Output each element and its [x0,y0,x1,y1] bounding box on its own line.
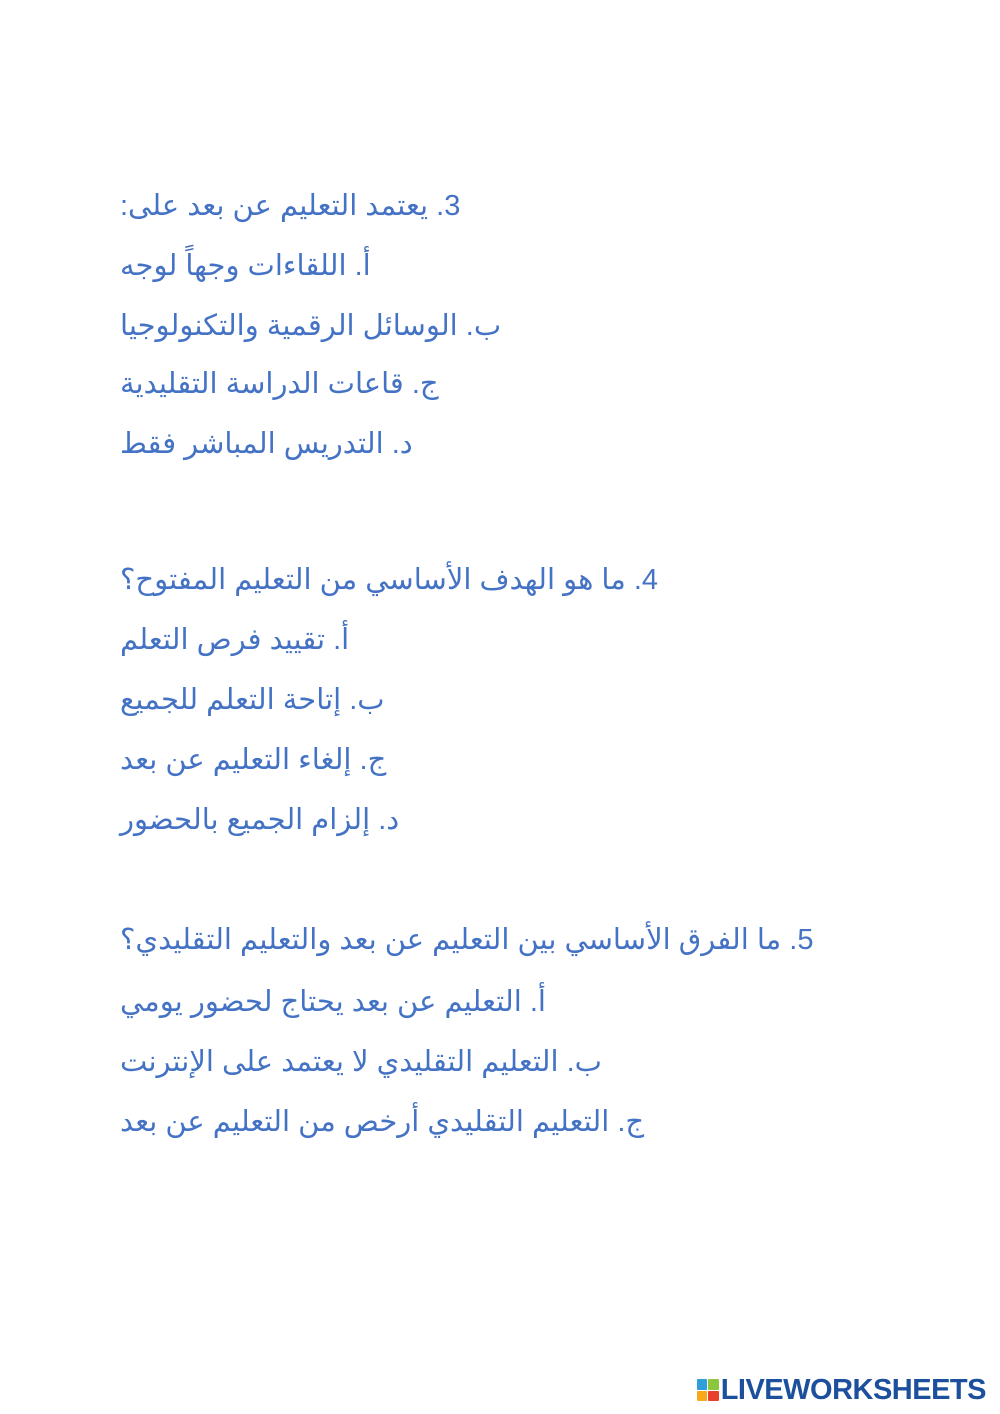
question-4-option-a[interactable]: أ. تقييد فرص التعلم [120,624,350,656]
liveworksheets-logo-icon [697,1379,719,1401]
question-5-option-c[interactable]: ج. التعليم التقليدي أرخص من التعليم عن بعد [120,1106,645,1138]
brand-name: LIVEWORKSHEETS [720,1373,986,1406]
question-4-stem: 4. ما هو الهدف الأساسي من التعليم المفتوح؟ [120,564,659,596]
question-4-option-d[interactable]: د. إلزام الجميع بالحضور [120,804,400,836]
liveworksheets-logo [697,1372,986,1408]
question-5-option-a[interactable]: أ. التعليم عن بعد يحتاج لحضور يومي [120,986,546,1018]
question-5-stem: 5. ما الفرق الأساسي بين التعليم عن بعد والتعليم التقليدي؟ [120,924,814,956]
question-5-option-b[interactable]: ب. التعليم التقليدي لا يعتمد على الإنترنت [120,1046,602,1078]
question-4-option-b[interactable]: ب. إتاحة التعلم للجميع [120,684,385,716]
question-3-option-c[interactable]: ج. قاعات الدراسة التقليدية [120,368,439,400]
question-4-option-c[interactable]: ج. إلغاء التعليم عن بعد [120,744,387,776]
question-3-stem: 3. يعتمد التعليم عن بعد على: [120,190,461,222]
question-3-option-b[interactable]: ب. الوسائل الرقمية والتكنولوجيا [120,310,502,342]
question-3-option-a[interactable]: أ. اللقاءات وجهاً لوجه [120,250,371,282]
question-3-option-d[interactable]: د. التدريس المباشر فقط [120,428,413,460]
